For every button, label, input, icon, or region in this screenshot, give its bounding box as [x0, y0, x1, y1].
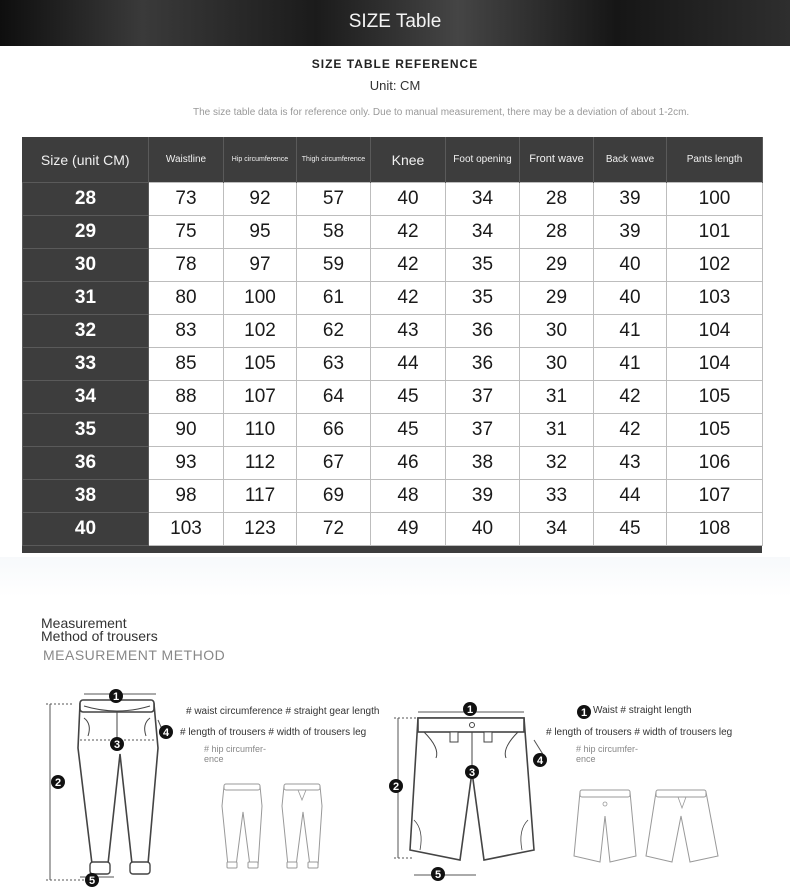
measurement-cell: 36 [446, 315, 520, 348]
measurement-cell: 49 [371, 513, 446, 546]
measurement-cell: 75 [149, 216, 224, 249]
measurement-cell: 31 [520, 381, 594, 414]
measurement-cell: 43 [371, 315, 446, 348]
table-row [23, 480, 763, 513]
measurement-cell: 104 [667, 348, 763, 381]
measurement-cell: 45 [371, 414, 446, 447]
measurement-cell: 104 [667, 315, 763, 348]
measurement-cell: 44 [594, 480, 667, 513]
measurement-cell: 67 [297, 447, 371, 480]
table-row [23, 348, 763, 381]
measurement-cell: 88 [149, 381, 224, 414]
shorts-marker-4: 4 [536, 755, 544, 767]
right-label-marker-1: 1 [580, 707, 588, 719]
table-row [23, 249, 763, 282]
header-foot-opening: Foot opening [446, 137, 520, 183]
right-label-hip: # hip circumfer- [576, 744, 639, 754]
measurement-cell: 41 [594, 348, 667, 381]
measurement-cell: 64 [297, 381, 371, 414]
measurement-cell: 59 [297, 249, 371, 282]
right-label-hip-cont: ence [576, 754, 596, 764]
measurement-cell: 57 [297, 183, 371, 216]
marker-1: 1 [112, 691, 120, 703]
measurement-cell: 108 [667, 513, 763, 546]
table-row [23, 447, 763, 480]
measurement-cell: 36 [446, 348, 520, 381]
measurement-cell: 110 [224, 414, 297, 447]
measurement-title: Measurement [41, 615, 127, 631]
measurement-cell: 100 [224, 282, 297, 315]
measurement-cell: 93 [149, 447, 224, 480]
measurement-cell: 83 [149, 315, 224, 348]
shorts-marker-3: 3 [468, 767, 476, 779]
measurement-cell: 29 [520, 249, 594, 282]
measurement-cell: 123 [224, 513, 297, 546]
right-label-length: # length of trousers # width of trousers leg [546, 727, 733, 738]
deviation-note: The size table data is for reference only. Due to manual measurement, there may be a deviation of about 1-2cm. [193, 107, 690, 118]
table-row [23, 513, 763, 546]
measurement-cell: 80 [149, 282, 224, 315]
shorts-marker-1: 1 [466, 704, 474, 716]
measurement-cell: 40 [594, 282, 667, 315]
measurement-cell: 73 [149, 183, 224, 216]
long-trousers-sketches [218, 780, 334, 872]
header-size: Size (unit CM) [23, 137, 149, 183]
measurement-cell: 39 [446, 480, 520, 513]
measurement-cell: 102 [667, 249, 763, 282]
header-thigh: Thigh circumference [297, 137, 371, 183]
measurement-cell: 72 [297, 513, 371, 546]
table-row [23, 183, 763, 216]
marker-2: 2 [54, 777, 62, 789]
measurement-cell: 90 [149, 414, 224, 447]
marker-5: 5 [88, 875, 96, 887]
size-cell: 28 [23, 183, 149, 216]
measurement-cell: 98 [149, 480, 224, 513]
reference-title: SIZE TABLE REFERENCE [311, 57, 479, 71]
marker-3: 3 [113, 739, 121, 751]
measurement-cell: 38 [446, 447, 520, 480]
measurement-cell: 30 [520, 348, 594, 381]
left-label-waist: # waist circumference # straight gear length [186, 706, 380, 717]
measurement-cell: 30 [520, 315, 594, 348]
measurement-cell: 35 [446, 282, 520, 315]
measurement-cell: 45 [371, 381, 446, 414]
measurement-cell: 85 [149, 348, 224, 381]
right-label-waist: Waist # straight length [593, 705, 692, 716]
measurement-cell: 106 [667, 447, 763, 480]
measurement-cell: 28 [520, 183, 594, 216]
table-header-row [23, 137, 763, 183]
size-cell: 32 [23, 315, 149, 348]
left-label-hip-cont: ence [204, 754, 224, 764]
measurement-cell: 42 [594, 381, 667, 414]
size-cell: 34 [23, 381, 149, 414]
measurement-cell: 42 [371, 249, 446, 282]
measurement-cell: 107 [667, 480, 763, 513]
table-row [23, 315, 763, 348]
section-divider [0, 557, 790, 597]
header-pants-length: Pants length [667, 137, 763, 183]
shorts-sketches [572, 786, 722, 866]
measurement-cell: 39 [594, 183, 667, 216]
measurement-cell: 97 [224, 249, 297, 282]
size-cell: 36 [23, 447, 149, 480]
header-knee: Knee [371, 137, 446, 183]
measurement-cell: 105 [224, 348, 297, 381]
measurement-cell: 39 [594, 216, 667, 249]
measurement-cell: 40 [446, 513, 520, 546]
measurement-cell: 40 [371, 183, 446, 216]
measurement-cell: 105 [667, 414, 763, 447]
measurement-cell: 44 [371, 348, 446, 381]
header-back-wave: Back wave [594, 137, 667, 183]
measurement-cell: 105 [667, 381, 763, 414]
table-row [23, 282, 763, 315]
header-banner [0, 0, 790, 46]
measurement-cell: 103 [667, 282, 763, 315]
table-row [23, 216, 763, 249]
measurement-cell: 112 [224, 447, 297, 480]
measurement-cell: 48 [371, 480, 446, 513]
measurement-cell: 103 [149, 513, 224, 546]
measurement-cell: 42 [594, 414, 667, 447]
long-trousers-diagram [44, 684, 184, 890]
measurement-cell: 107 [224, 381, 297, 414]
measurement-cell: 32 [520, 447, 594, 480]
shorts-marker-5: 5 [434, 869, 442, 881]
measurement-cell: 95 [224, 216, 297, 249]
measurement-subtitle: Method of trousers [41, 628, 158, 644]
measurement-cell: 62 [297, 315, 371, 348]
left-label-length: # length of trousers # width of trousers leg [180, 727, 367, 738]
marker-4: 4 [162, 727, 170, 739]
measurement-cell: 34 [446, 216, 520, 249]
measurement-cell: 34 [446, 183, 520, 216]
shorts-diagram [384, 700, 552, 886]
measurement-cell: 40 [594, 249, 667, 282]
size-cell: 31 [23, 282, 149, 315]
measurement-cell: 117 [224, 480, 297, 513]
measurement-cell: 37 [446, 414, 520, 447]
measurement-cell: 101 [667, 216, 763, 249]
measurement-cell: 61 [297, 282, 371, 315]
measurement-cell: 43 [594, 447, 667, 480]
measurement-cell: 42 [371, 282, 446, 315]
measurement-cell: 41 [594, 315, 667, 348]
size-cell: 30 [23, 249, 149, 282]
size-cell: 29 [23, 216, 149, 249]
measurement-cell: 37 [446, 381, 520, 414]
measurement-cell: 46 [371, 447, 446, 480]
size-cell: 40 [23, 513, 149, 546]
measurement-cell: 34 [520, 513, 594, 546]
size-cell: 33 [23, 348, 149, 381]
right-label-marker [576, 704, 592, 720]
measurement-cell: 63 [297, 348, 371, 381]
measurement-cell: 100 [667, 183, 763, 216]
size-cell: 38 [23, 480, 149, 513]
size-cell: 35 [23, 414, 149, 447]
measurement-cell: 42 [371, 216, 446, 249]
measurement-cell: 31 [520, 414, 594, 447]
size-table [22, 137, 763, 546]
measurement-cell: 58 [297, 216, 371, 249]
header-hip: Hip circumference [224, 137, 297, 183]
header-waistline: Waistline [149, 137, 224, 183]
measurement-cell: 45 [594, 513, 667, 546]
measurement-cell: 69 [297, 480, 371, 513]
unit-label: Unit: CM [369, 78, 421, 93]
measurement-cell: 35 [446, 249, 520, 282]
measurement-cell: 92 [224, 183, 297, 216]
table-row [23, 381, 763, 414]
banner-title: SIZE Table [348, 11, 442, 32]
measurement-cell: 66 [297, 414, 371, 447]
measurement-method-heading: MEASUREMENT METHOD [43, 647, 226, 663]
measurement-cell: 28 [520, 216, 594, 249]
measurement-cell: 29 [520, 282, 594, 315]
table-row [23, 414, 763, 447]
header-front-wave: Front wave [520, 137, 594, 183]
left-label-hip: # hip circumfer- [204, 744, 267, 754]
measurement-cell: 33 [520, 480, 594, 513]
measurement-cell: 102 [224, 315, 297, 348]
shorts-marker-2: 2 [392, 781, 400, 793]
measurement-cell: 78 [149, 249, 224, 282]
